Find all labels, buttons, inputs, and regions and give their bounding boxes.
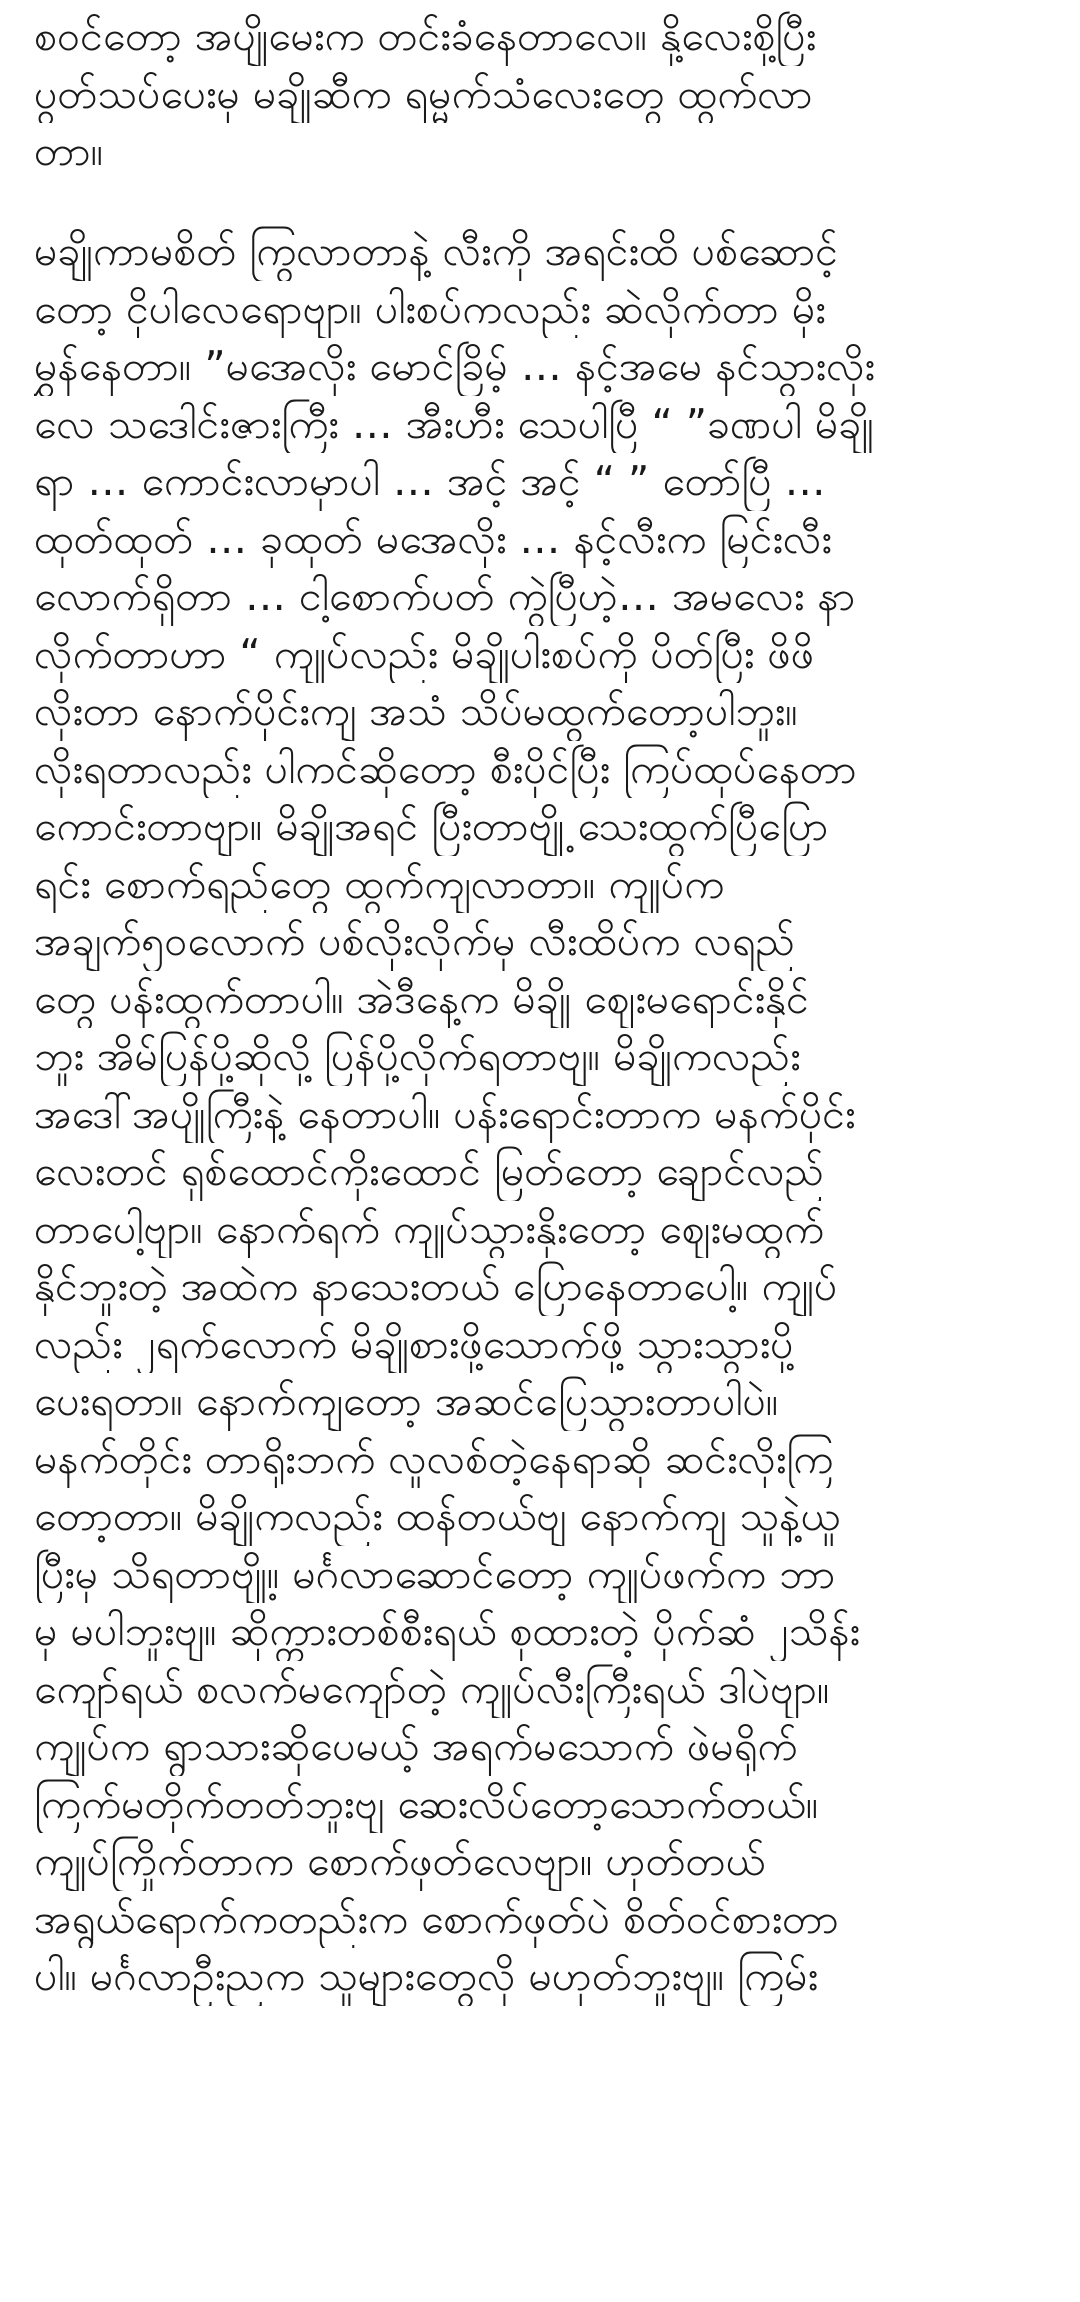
text-line: ပါ။ မင်္ဂလာဦးညက သူများတွေလို မဟုတ်ဘူးဗျ။ ကြမ်း xyxy=(34,1952,819,2000)
text-line: မွှန်နေတာ။ ”မအေလိုး မောင်ခြိမ့် … နင့်အမေ နင်သွားလိုး xyxy=(34,342,875,390)
text-line: ထုတ်ထုတ် … ခုထုတ် မအေလိုး … နင့်လီးက မြင်းလီး xyxy=(34,514,832,563)
text-line: တာပေါ့ဗျာ။ နောက်ရက် ကျုပ်သွားနိုးတော့ ဈေးမထွက် xyxy=(34,1204,825,1253)
text-line: ရာ … ကောင်းလာမှာပါ … အင့် အင့် “ ” တော်ပြီ … xyxy=(34,457,826,505)
text-line: ကျော်ရယ် စလက်မကျော်တဲ့ ကျုပ်လီးကြီးရယ် ဒါပဲဗျာ။ xyxy=(34,1664,830,1713)
text-line: အရွယ်ရောက်ကတည်းက စောက်ဖုတ်ပဲ စိတ်ဝင်စားတာ xyxy=(34,1894,839,1943)
text-line: ပွတ်သပ်ပေးမှ မချိုဆီက ရမ္မက်သံလေးတွေ ထွက်လာ xyxy=(34,69,813,118)
text-line: ကြက်မတိုက်တတ်ဘူးဗျ ဆေးလိပ်တော့သောက်တယ်။ xyxy=(34,1779,819,1828)
paragraph-2 xyxy=(34,223,1046,2006)
text-line: တော့ ငိုပါလေရောဗျာ။ ပါးစပ်ကလည်း ဆဲလိုက်တာ မိုး xyxy=(34,284,826,333)
text-line: လည်း ၂ရက်လောက် မိချိုစားဖို့သောက်ဖို့ သွားသွားပို့ xyxy=(34,1319,794,1368)
text-line: လိုးတာ နောက်ပိုင်းကျ အသံ သိပ်မထွက်တော့ပါဘူး။ xyxy=(34,687,798,735)
text-line: ကောင်းတာဗျာ။ မိချိုအရင် ပြီးတာဗျို့ သေးထွက်ပြီပြော xyxy=(34,802,829,850)
text-line: မချိုကာမစိတ် ကြွလာတာနဲ့ လီးကို အရင်းထိ ပစ်ဆောင့် xyxy=(34,227,838,275)
text-line: လေးတင် ရှစ်ထောင်ကိုးထောင် မြတ်တော့ ချောင်လည် xyxy=(34,1147,825,1195)
text-line: ပြီးမှ သိရတာဗျို့။ မင်္ဂလာဆောင်တော့ ကျုပ်ဖက်က ဘာ xyxy=(34,1549,836,1598)
text-line: မှ မပါဘူးဗျ။ ဆိုက္ကားတစ်စီးရယ် စုထားတဲ့ ပိုက်ဆံ ၂သိန်း xyxy=(34,1607,860,1655)
text-line: ကျုပ်ကြိုက်တာက စောက်ဖုတ်လေဗျာ။ ဟုတ်တယ် xyxy=(34,1837,766,1885)
text-line: ဘူး အိမ်ပြန်ပို့ဆိုလို့ ပြန်ပို့လိုက်ရတာဗျ။ မိချိုကလည်း xyxy=(34,1032,801,1080)
text-line: လိုက်တာဟာ “ ကျုပ်လည်း မိချိုပါးစပ်ကို ပိတ်ပြီး ဖိဖိ xyxy=(34,629,815,678)
text-line: မနက်တိုင်း တာရိုးဘက် လူလစ်တဲ့နေရာဆို ဆင်းလိုးကြ xyxy=(34,1434,834,1483)
text-line: ပေးရတာ။ နောက်ကျတော့ အဆင်ပြေသွားတာပါပဲ။ xyxy=(34,1377,779,1425)
text-line: အဒေါ်အပျိုကြီးနဲ့ နေတာပါ။ ပန်းရောင်းတာက မနက်ပိုင်း xyxy=(34,1089,856,1138)
text-line: နိုင်ဘူးတဲ့ အထဲက နာသေးတယ် ပြောနေတာပေါ့။ ကျုပ် xyxy=(34,1262,838,1310)
text-line: လောက်ရှိတာ … ငါ့စောက်ပတ် ကွဲပြီဟဲ့… အမလေး နာ xyxy=(34,572,856,620)
text-line: လေ သဒေါင်းဇားကြီး … အီးဟီး သေပါပြီ “ ”ခဏပါ မိချို xyxy=(34,399,874,448)
text-line: တော့တာ။ မိချိုကလည်း ထန်တယ်ဗျ နောက်ကျ သူနဲ့ယူ xyxy=(34,1492,841,1540)
text-line: တာ။ xyxy=(34,127,104,175)
text-line: စဝင်တော့ အပျိုမေးက တင်းခံနေတာလေ။ နို့လေးစို့ပြီး xyxy=(34,12,817,60)
text-line: တွေ ပန်းထွက်တာပါ။ အဲဒီနေ့က မိချို ဈေးမရောင်းနိုင် xyxy=(34,974,809,1023)
paragraph-1 xyxy=(34,8,1046,181)
text-line: လိုးရတာလည်း ပါကင်ဆိုတော့ စီးပိုင်ပြီး ကြပ်ထုပ်နေတာ xyxy=(34,744,857,793)
text-line: ရင်း စောက်ရည်တွေ ထွက်ကျလာတာ။ ကျုပ်က xyxy=(34,859,725,908)
text-line: ကျုပ်က ရွာသားဆိုပေမယ့် အရက်မသောက် ဖဲမရိုက် xyxy=(34,1722,798,1770)
text-line: အချက်၅၀လောက် ပစ်လိုးလိုက်မှ လီးထိပ်က လရည် xyxy=(34,917,796,965)
